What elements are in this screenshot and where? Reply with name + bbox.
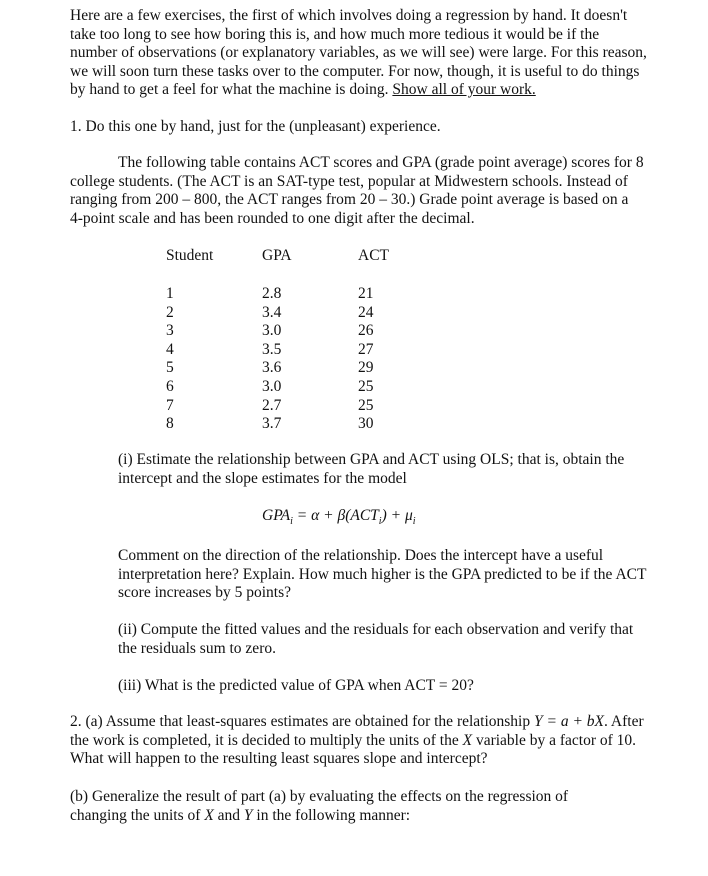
q2a-lead: 2. (a) Assume that least-squares estimates are obtained for the relationship <box>70 713 534 730</box>
table-cell: 26 <box>358 322 374 340</box>
q2b-y: Y <box>243 806 253 824</box>
q1-comment: Comment on the direction of the relationship. Does the intercept have a useful interpretation here? Explain. How much higher is the GPA predicted to be if the ACT score increases by 5 points? <box>118 547 647 602</box>
eq-sub: i <box>412 516 416 528</box>
q2b-lead: (b) Generalize the result of part (a) by evaluating the effects on the regression of changing the units of <box>70 788 569 824</box>
table-cell: 8 <box>166 415 174 433</box>
q2a-tail: variable by a factor of 10. What will happen to the resulting least squares slope and intercept? <box>70 731 637 768</box>
table-column-act <box>358 285 374 434</box>
q2a-mid: . After the work is completed, it is decided to multiply the units of the <box>70 713 644 749</box>
q1-heading: 1. Do this one by hand, just for the (unpleasant) experience. <box>70 118 441 135</box>
q2a-formula: Y = a + bX <box>534 713 605 730</box>
eq-lhs: GPA <box>262 507 291 524</box>
table-cell: 1 <box>166 285 174 302</box>
table-cell: 2.8 <box>262 285 282 302</box>
table-cell: 3.0 <box>262 377 282 395</box>
table-cell: 25 <box>358 396 374 414</box>
eq-sub: i <box>290 516 293 528</box>
table-cell: 25 <box>358 377 374 395</box>
intro-paragraph <box>70 7 650 100</box>
table-cell: 3.6 <box>262 359 282 377</box>
table-header-student: Student <box>166 247 214 264</box>
table-cell: 7 <box>166 396 174 414</box>
regression-equation <box>262 507 416 532</box>
table-column-gpa <box>262 285 281 434</box>
table-cell: 3.0 <box>262 322 282 340</box>
table-cell: 5 <box>166 359 174 377</box>
table-cell: 27 <box>358 340 374 358</box>
q2b-x: X <box>204 806 214 824</box>
q2b-tail: in the following manner: <box>252 806 411 824</box>
table-cell: 6 <box>166 377 174 395</box>
q1-part-i: (i) Estimate the relationship between GPA and ACT using OLS; that is, obtain the intercept and the slope estimates for the model <box>118 451 625 487</box>
table-column-student <box>166 285 174 434</box>
table-cell: 3.7 <box>262 415 282 433</box>
table-cell: 2 <box>166 303 174 321</box>
eq-tail: ) + μ <box>381 507 413 524</box>
table-cell: 30 <box>358 415 374 433</box>
eq-mid: = α + β(ACT <box>292 507 379 524</box>
q2b-and: and <box>213 806 244 824</box>
table-header-act: ACT <box>358 247 389 264</box>
q2-part-a <box>70 713 645 769</box>
q1-description: The following table contains ACT scores and GPA (grade point average) scores for 8 college students. (The ACT is an SAT-type test, popular at Midwestern schools. Instead of ranging from 200 – 800, the ACT ranges from 20 – 30.) Grade point average is based on a 4-point scale and has been rounded to one digit after the decimal. <box>70 154 644 227</box>
q1-part-ii: (ii) Compute the fitted values and the residuals for each observation and verify that the residuals sum to zero. <box>118 621 634 657</box>
table-cell: 3.5 <box>262 340 282 358</box>
q1-part-iii: (iii) What is the predicted value of GPA when ACT = 20? <box>118 677 474 694</box>
table-cell: 4 <box>166 340 174 358</box>
table-cell: 24 <box>358 303 374 321</box>
table-header-gpa: GPA <box>262 247 292 264</box>
table-cell: 21 <box>358 285 374 302</box>
intro-text: Here are a few exercises, the first of which involves doing a regression by hand. It doesn't take too long to see how boring this is, and how much more tedious it would be if the number of observations (or explanatory variables, as we will see) were large. For this reason, we will soon turn these tasks over to the computer. For now, though, it is useful to do things by hand to get a feel for what the machine is doing. <box>70 7 647 99</box>
table-cell: 3 <box>166 322 174 340</box>
intro-emphasis: Show all of your work. <box>392 81 536 99</box>
table-cell: 3.4 <box>262 303 282 321</box>
q2a-var: X <box>462 731 473 749</box>
eq-sub: i <box>378 516 382 528</box>
table-cell: 29 <box>358 359 374 377</box>
table-cell: 2.7 <box>262 396 282 414</box>
q2-part-b <box>70 788 610 825</box>
